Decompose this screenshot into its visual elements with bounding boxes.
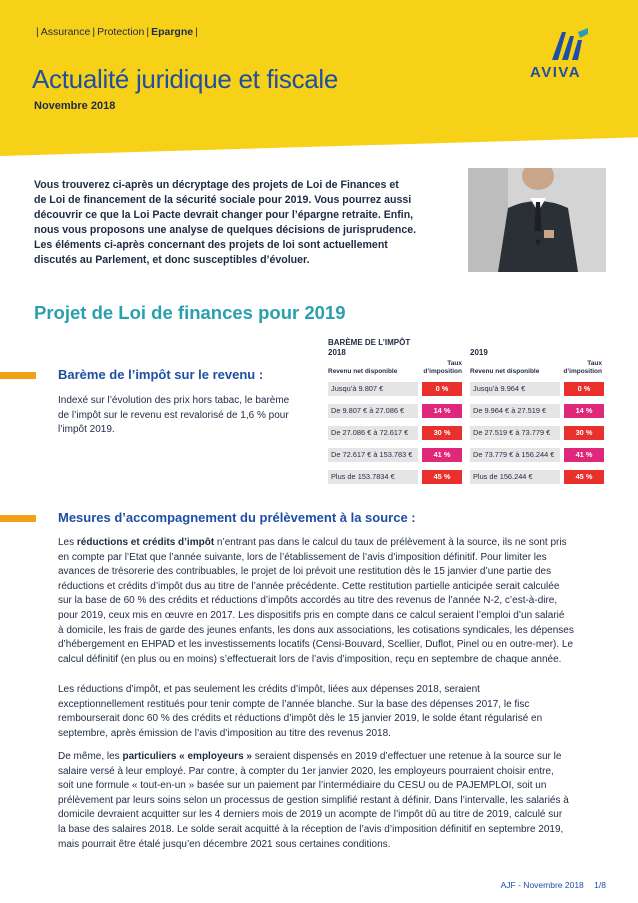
paragraph-line: réductions et crédits d’impôt dus au titre de l’année précédente. Cette restitution partielle anticipée serait calculée — [58, 580, 560, 592]
paragraph-line: septembre, après émission de l’avis d’imposition au titre des revenus 2018. — [58, 727, 391, 739]
rate-2018: 45 % — [422, 470, 462, 484]
orange-bar-marker — [0, 372, 36, 379]
range-2019: De 9.964 € à 27.519 € — [470, 404, 560, 418]
rate-2019: 41 % — [564, 448, 604, 462]
orange-bar-marker — [0, 515, 36, 522]
rate-2019: 0 % — [564, 382, 604, 396]
page-footer — [501, 880, 606, 890]
range-2019: Plus de 156.244 € — [470, 470, 560, 484]
paragraph-line: mais pourrait être étalé jusqu’en décembre 2021 sous certaines conditions. — [58, 838, 391, 850]
range-2018: Jusqu’à 9.807 € — [328, 382, 418, 396]
intro-line: discutés au Parlement, et donc susceptibles d’évoluer. — [34, 254, 310, 266]
rate-2019: 45 % — [564, 470, 604, 484]
table-year-2019: 2019 — [470, 348, 488, 357]
line-suffix: n’entrant pas dans le calcul du taux de prélèvement à la source, ils ne sont pris — [214, 537, 567, 548]
line-prefix: De même, les — [58, 751, 123, 762]
col-header-imposition-label: d’imposition — [563, 368, 602, 375]
range-2018: De 27.086 € à 72.617 € — [328, 426, 418, 440]
col-header-taux-label: Taux — [587, 360, 602, 367]
bareme-heading: Barème de l’impôt sur le revenu : — [58, 367, 264, 382]
intro-line: de Loi de financement de la sécurité sociale pour 2019. Vous pourrez aussi — [34, 194, 412, 206]
rate-2018: 30 % — [422, 426, 462, 440]
range-2019: De 73.779 € à 156.244 € — [470, 448, 560, 462]
table-title — [328, 338, 410, 358]
page-subtitle: Novembre 2018 — [34, 100, 116, 112]
range-2018: De 72.617 € à 153.783 € — [328, 448, 418, 462]
aviva-logo-mark-icon — [548, 28, 588, 60]
rate-2018: 0 % — [422, 382, 462, 396]
bareme-line: l’impôt 2019. — [58, 424, 115, 436]
mesures-paragraph-1 — [58, 536, 610, 667]
range-2019: Jusqu’à 9.964 € — [470, 382, 560, 396]
paragraph-line: sur la base de 60 % des crédits et réductions d’impôts accordés au titre des revenus de l’année N-2, c’est-à-dire, — [58, 595, 558, 607]
tag-protection[interactable]: Protection — [97, 26, 145, 38]
col-header-taux-2019 — [554, 360, 602, 376]
col-header-revenu-2018: Revenu net disponible — [328, 368, 398, 375]
table-title-text: BARÈME DE L’IMPÔT — [328, 338, 411, 347]
paragraph-line: pour 2019, ceux mis en œuvre en 2017. Les dispositifs pris en compte dans ce calcul seraient l’emploi d’un salarié — [58, 609, 565, 621]
line-suffix: seraient dispensés en 2019 d’effectuer une retenue à la source sur le — [251, 751, 562, 762]
line-prefix: Les — [58, 537, 77, 548]
paragraph-line: la base des salaires 2018. Le solde serait acquitté à la réception de l’avis d’imposition définitif en septembre 2019, — [58, 823, 564, 835]
range-2019: De 27.519 € à 73.779 € — [470, 426, 560, 440]
col-header-imposition-label: d’imposition — [423, 368, 462, 375]
paragraph-line: calcul définitif (en plus ou en moins) s’effectuerait lors de l’avis d’imposition, reçu en septembre de chaque année. — [58, 653, 562, 665]
intro-line: nous vous proposons une analyse de quelques décisions de jurisprudence. — [34, 224, 417, 236]
page-title: Actualité juridique et fiscale — [32, 64, 339, 94]
paragraph-line: domicile devraient acquitter sur les 4 derniers mois de 2019 un acompte de l’impôt dû au titre de 2019, calculé sur — [58, 809, 563, 821]
paragraph-line: rembourserait donc 60 % des crédits et réductions d’impôt dès le 15 janvier 2019, le solde étant régularisé en — [58, 713, 543, 725]
paragraph-line: en compte par l’Etat que l’année suivante, lors de l’établissement de l’avis d’imposition définitif. Pour limiter les — [58, 551, 547, 563]
page-number: 1/8 — [594, 880, 606, 890]
bold-term-employeurs: particuliers « employeurs » — [122, 751, 252, 762]
footer-label: AJF - Novembre 2018 — [500, 880, 584, 890]
col-header-taux-label: Taux — [447, 360, 462, 367]
tag-assurance[interactable]: Assurance — [40, 26, 91, 38]
category-tagline: | Assurance | Protection | Epargne | — [36, 26, 198, 38]
intro-line: Vous trouverez ci-après un décryptage des projets de Loi de Finances et — [34, 179, 399, 191]
rate-2018: 41 % — [422, 448, 462, 462]
table-year-2018: 2018 — [328, 348, 346, 357]
rate-2019: 30 % — [564, 426, 604, 440]
paragraph-line: à domicile, les frais de garde des jeunes enfants, les dons aux associations, les cotisations syndicales, les dépenses — [58, 624, 574, 636]
paragraph-line: avances de trésorerie des contribuables, le projet de loi prévoit une restitution dès le 15 janvier d’une partie des — [58, 566, 552, 578]
bold-term-reductions: réductions et crédits d’impôt — [76, 537, 215, 548]
section-title: Projet de Loi de finances pour 2019 — [34, 302, 346, 323]
bareme-line: Indexé sur l’évolution des prix hors tabac, le barème — [58, 395, 290, 406]
paragraph-line: salaire versé à leur employé. Par contre, à compter du 1er janvier 2020, les employeurs pourraient choisir entre, — [58, 765, 554, 777]
mesures-paragraph-2 — [58, 683, 610, 741]
rate-2019: 14 % — [564, 404, 604, 418]
col-header-revenu-2019: Revenu net disponible — [470, 368, 540, 375]
paragraph-line: exceptionnellement restitués pour tenir compte de l’année blanche. Sur la base des dépenses 2017, le fisc — [58, 698, 530, 710]
intro-line: Les éléments ci-après concernant des projets de loi sont actuellement — [34, 239, 388, 251]
tag-epargne[interactable]: Epargne — [151, 26, 194, 38]
aviva-logo-text: AVIVA — [530, 64, 582, 81]
tax-bracket-table — [328, 338, 604, 492]
rate-2018: 14 % — [422, 404, 462, 418]
paragraph-line: Les réductions d’impôt, et pas seulement les crédits d’impôt, liées aux dépenses 2018, seraient — [58, 684, 480, 695]
businessman-photo — [468, 168, 606, 272]
aviva-logo — [526, 28, 606, 82]
mesures-paragraph-3 — [58, 750, 610, 852]
paragraph-line: prélèvement par leurs soins selon un processus de gestion simplifié restant à définir. Dans l’intervalle, les salariés à — [58, 794, 569, 806]
intro-line: découvrir ce que la Loi Pacte devrait changer pour l’épargne retraite. Enfin, — [34, 209, 414, 221]
paragraph-line: d’hébergement en EHPAD et les investissements locatifs (Censi-Bouvard, Scellier, Duflot, Pinel ou en outre-mer). Le — [58, 639, 574, 651]
businessman-illustration-icon — [468, 168, 606, 272]
range-2018: De 9.807 € à 27.086 € — [328, 404, 418, 418]
mesures-heading: Mesures d’accompagnement du prélèvement à la source : — [58, 510, 416, 525]
paragraph-line: soit une formule « tout-en-un » basée sur un paiement par l’intermédiaire du CESU ou de PAJEMPLOI, soit un — [58, 780, 547, 792]
range-2018: Plus de 153.7834 € — [328, 470, 418, 484]
paragraph-line — [58, 750, 610, 765]
paragraph-line — [58, 536, 610, 551]
bareme-line: de l’impôt sur le revenu est revalorisé de 1,6 % pour — [58, 409, 289, 421]
bareme-paragraph — [58, 394, 308, 438]
intro-paragraph — [34, 178, 452, 268]
col-header-taux-2018 — [416, 360, 462, 376]
